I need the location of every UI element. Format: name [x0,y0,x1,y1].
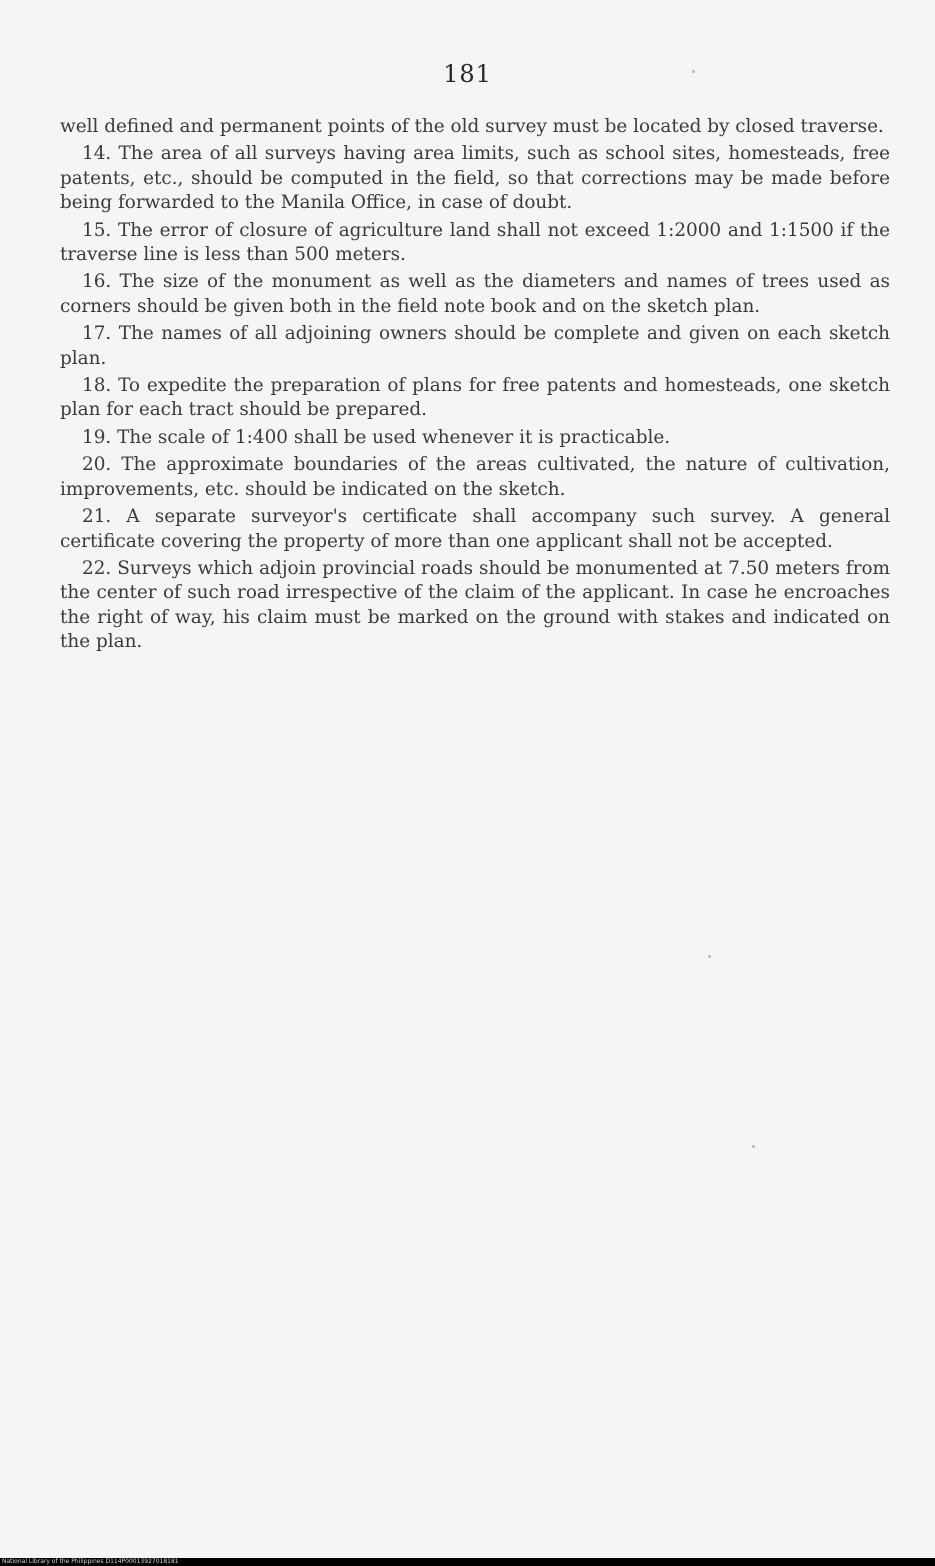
paragraph-15: 15. The error of closure of agriculture land shall not exceed 1:2000 and 1:1500 if the traverse line is less than 500 meters. [60,219,890,266]
paragraph-18: 18. To expedite the preparation of plans for free patents and homesteads, one sketch plan for each tract should be prepared. [60,375,890,421]
paragraph-19: 19. The scale of 1:400 shall be used whenever it is practicable. [82,426,671,448]
paragraph-14: 14. The area of all surveys having area limits, such as school sites, homesteads, free patents, etc., should be computed in the field, so that corrections may be made before being forwarded to the Manila Office, in case of doubt. [60,143,890,214]
paper-speck [708,955,711,958]
page-number: 181 [443,60,492,88]
paragraph-21: 21. A separate surveyor's certificate shall accompany such survey. A general certificate covering the property of more than one applicant shall not be accepted. [60,506,890,552]
paragraph-17: 17. The names of all adjoining owners should be complete and given on each sketch plan. [60,323,890,369]
scan-footer-label: National Library of the Philippines D114P00013927018181 [2,1558,179,1565]
paragraph-20: 20. The approximate boundaries of the areas cultivated, the nature of cultivation, improvements, etc. should be indicated on the sketch. [60,454,890,500]
paper-speck [692,70,695,73]
paragraph-22: 22. Surveys which adjoin provincial roads should be monumented at 7.50 meters from the center of such road irrespective of the claim of the applicant. In case he encroaches the right of way, his claim must be marked on the ground with stakes and indicated on the plan. [60,557,890,653]
paper-speck [752,1145,755,1148]
paragraph-continuation: well defined and permanent points of the old survey must be located by closed traverse. [60,116,884,137]
paragraph-16: 16. The size of the monument as well as the diameters and names of trees used as corners should be given both in the field note book and on the sketch plan. [60,271,890,317]
body-text [60,115,890,658]
